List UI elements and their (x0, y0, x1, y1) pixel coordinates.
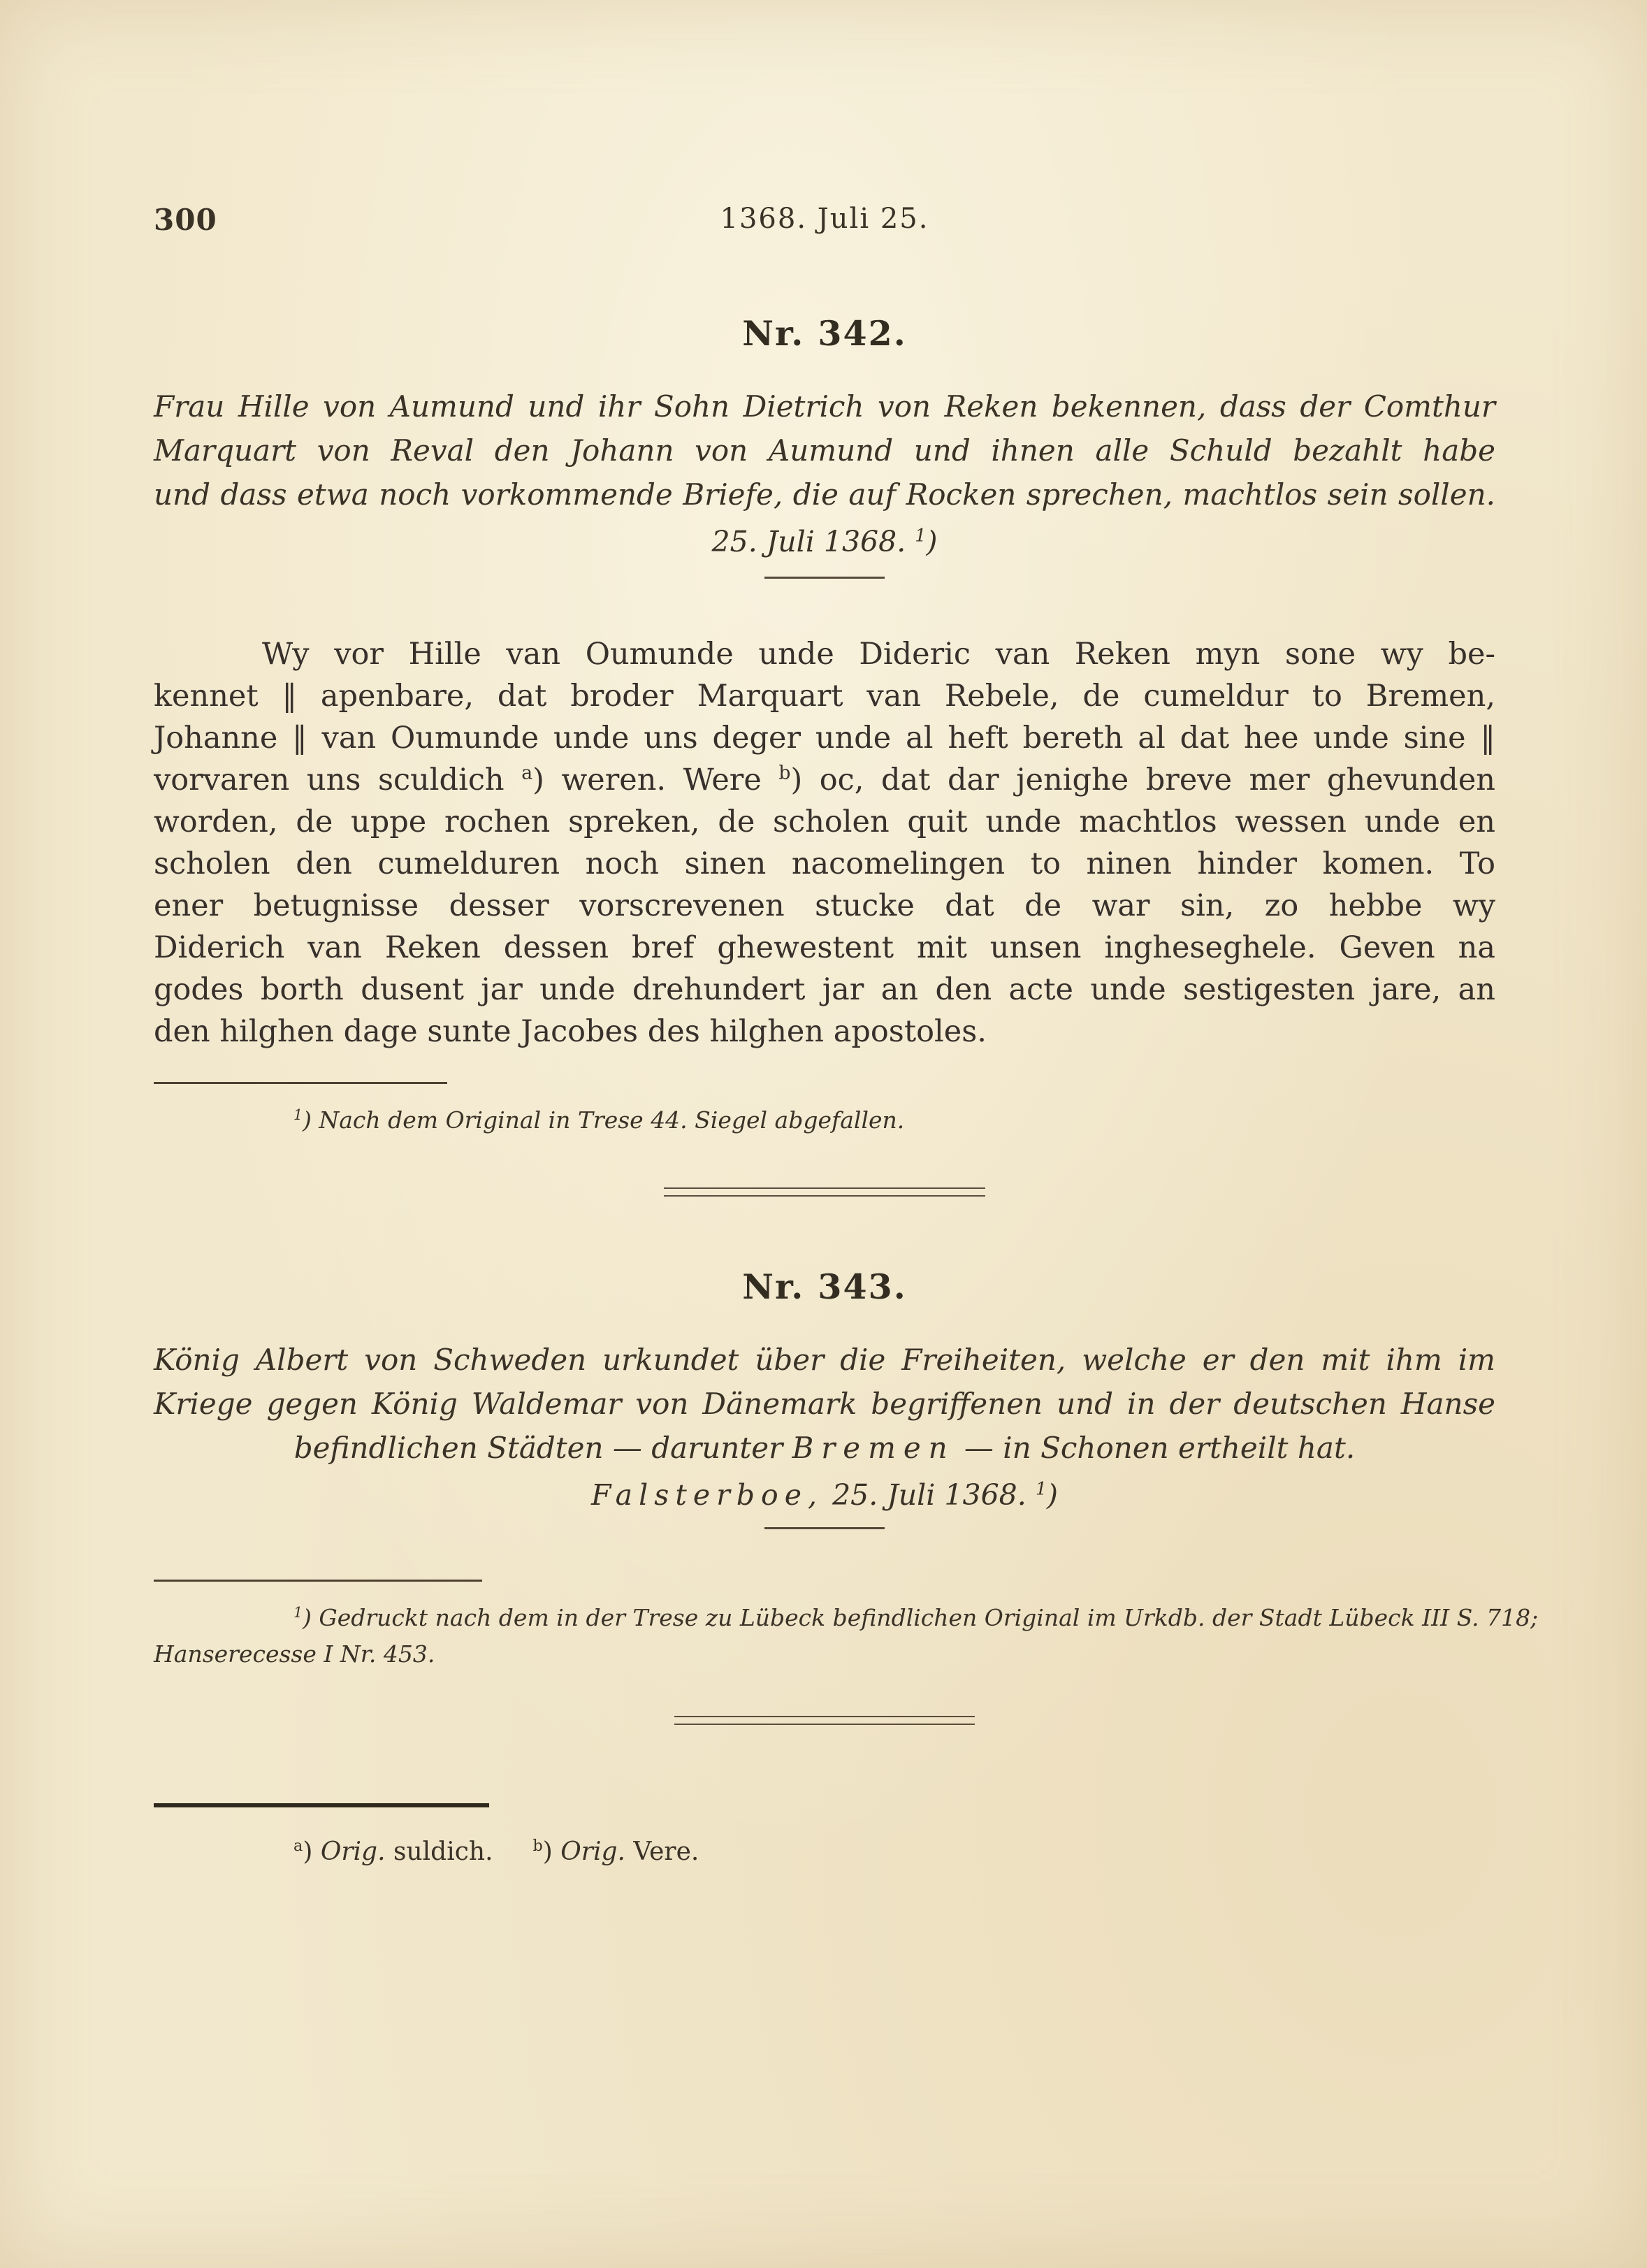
charter-line: kennet ‖ apenbare, dat broder Marquart van Rebele, de cumeldur to Bremen, (154, 679, 1495, 714)
dateline-rule (764, 1527, 885, 1529)
entry-343-footnote (154, 1600, 1539, 1673)
entry-divider (664, 1187, 985, 1197)
apparatus-notes (154, 1835, 1495, 1869)
footnote-separator-rule (154, 1580, 482, 1582)
variant-b-source: Orig. (560, 1837, 625, 1866)
dateline-date: 25. Juli 1368. $^1$) (823, 1478, 1058, 1512)
variant-a-mark: $^a$) (293, 1837, 313, 1866)
entry-342-footnote: $^1$) Nach dem Original in Trese 44. Siegel abgefallen. (293, 1106, 905, 1134)
dateline-place: Falsterboe, (590, 1478, 824, 1512)
charter-line: worden, de uppe rochen spreken, de scholen quit unde machtlos wessen unde en (154, 804, 1495, 839)
page-number: 300 (154, 203, 217, 237)
summary-line (154, 1426, 1495, 1470)
apparatus-separator-rule (154, 1803, 489, 1807)
entry-343-summary (154, 1338, 1495, 1470)
variant-b-reading: Vere. (633, 1837, 699, 1866)
entry-343-heading: Nr. 343. (742, 1266, 907, 1307)
entry-divider (674, 1716, 975, 1725)
charter-line: Johanne ‖ van Oumunde unde uns deger unde al heft bereth al dat hee unde sine ‖ (154, 721, 1495, 756)
entry-342-charter-text (154, 633, 1495, 1053)
running-header-date: 1368. Juli 25. (720, 203, 929, 235)
variant-a-reading: suldich. (393, 1837, 493, 1866)
charter-line: ener betugnisse desser vorscrevenen stucke dat de war sin, zo hebbe wy (154, 888, 1495, 923)
entry-342-summary (154, 384, 1495, 517)
charter-line: godes borth dusent jar unde drehundert jar an den acte unde sestigesten jare, an (154, 972, 1495, 1007)
charter-line: Wy vor Hille van Oumunde unde Dideric van Reken myn sone wy be- (262, 637, 1495, 672)
running-head (154, 203, 1495, 242)
entry-342-dateline: 25. Juli 1368. $^1$) (711, 524, 938, 558)
footnote-line: $^1$) Gedruckt nach dem in der Trese zu Lübeck befindlichen Original im Urkdb. der Stadt Lübeck III S. 718; (293, 1604, 1539, 1631)
variant-a-source: Orig. (320, 1837, 386, 1866)
charter-line: vorvaren uns sculdich $^a$) weren. Were $^b$) oc, dat dar jenighe breve mer ghevunden (154, 762, 1495, 797)
summary-line: Frau Hille von Aumund und ihr Sohn Dietrich von Reken bekennen, dass der Comthur (154, 389, 1495, 424)
charter-line: den hilghen dage sunte Jacobes des hilghen apostoles. (154, 1014, 987, 1049)
dateline-rule (764, 577, 885, 579)
text-block (154, 203, 1539, 1869)
summary-line: Marquart von Reval den Johann von Aumund und ihnen alle Schuld bezahlt habe (154, 433, 1495, 468)
summary-line: König Albert von Schweden urkundet über die Freiheiten, welche er den mit ihm im (154, 1343, 1495, 1377)
spaced-word-bremen: Bremen (792, 1431, 955, 1465)
summary-line-post: — in Schonen ertheilt hat. (955, 1431, 1356, 1465)
entry-342-heading: Nr. 342. (742, 313, 907, 354)
variant-b-mark: $^b$) (532, 1837, 553, 1866)
charter-line: scholen den cumelduren noch sinen nacomelingen to ninen hinder komen. To (154, 846, 1495, 881)
summary-line: und dass etwa noch vorkommende Briefe, die auf Rocken sprechen, machtlos sein sollen. (154, 477, 1495, 512)
footnote-line: Hanserecesse I Nr. 453. (154, 1640, 435, 1668)
entry-343-dateline (154, 1477, 1495, 1513)
summary-line: Kriege gegen König Waldemar von Dänemark begriffenen und in der deutschen Hanse (154, 1387, 1495, 1421)
charter-line: Diderich van Reken dessen bref ghewestent mit unsen ingheseghele. Geven na (154, 930, 1495, 965)
footnote-separator-rule (154, 1082, 447, 1084)
summary-line-pre: befindlichen Städten — darunter (293, 1431, 792, 1465)
